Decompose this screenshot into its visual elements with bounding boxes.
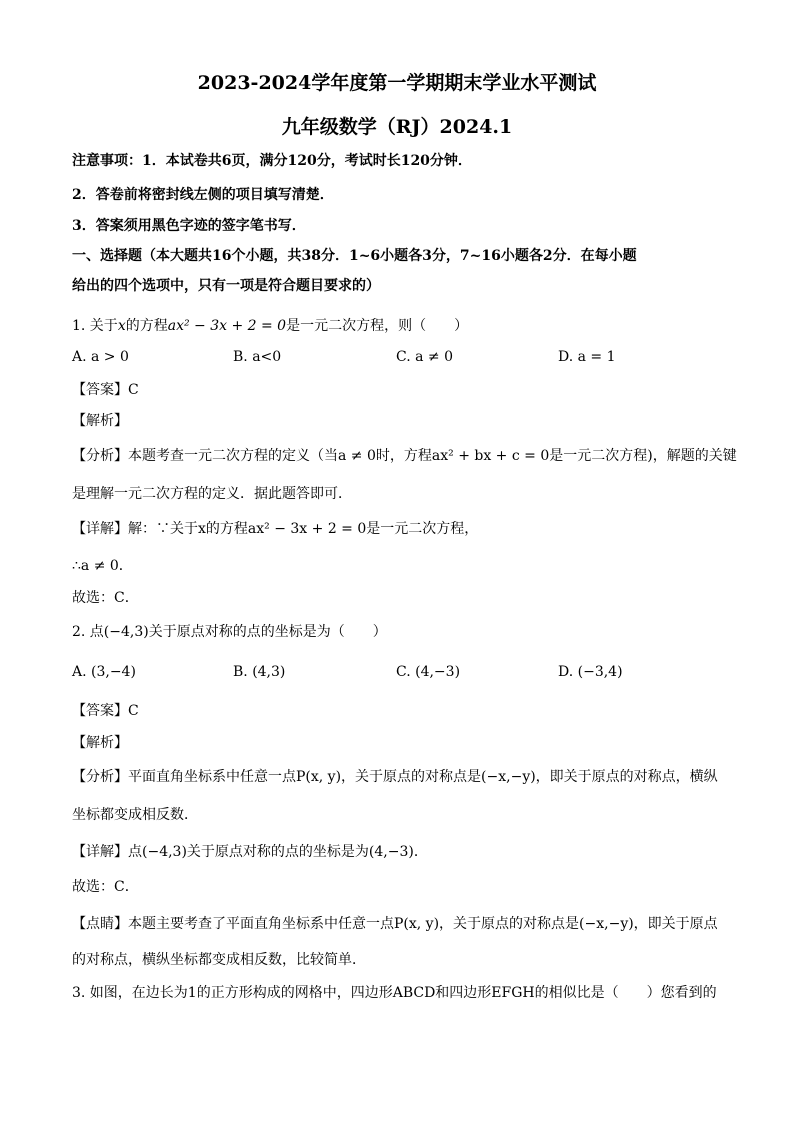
q1-analysis-line-2: 是理解一元二次方程的定义．据此题答即可． <box>72 486 352 502</box>
q2-option-d: D. (−3,4) <box>558 664 623 680</box>
q2-stem: 2. 点(−4,3)关于原点对称的点的坐标是为（ ） <box>72 624 387 640</box>
q2-option-a: A. (3,−4) <box>72 664 136 680</box>
notice-line-2: 2．答卷前将密封线左侧的项目填写清楚． <box>72 187 334 203</box>
q1-detail-line-2: ∴a ≠ 0． <box>72 558 133 574</box>
q1-jiexi-label: 【解析】 <box>72 413 128 429</box>
q1-detail-line-1: 【详解】解：∵关于x的方程ax² − 3x + 2 = 0是一元二次方程， <box>72 521 479 537</box>
q2-note-line-2: 的对称点，横纵坐标都变成相反数，比较简单． <box>72 952 366 968</box>
q3-stem: 3. 如图，在边长为1的正方形构成的网格中，四边形ABCD和四边形EFGH的相似比是（ ）您看到的 <box>72 985 717 1001</box>
q2-analysis-line-1: 【分析】平面直角坐标系中任意一点P(x, y)，关于原点的对称点是(−x,−y)，即关于原点的对称点，横纵 <box>72 769 718 785</box>
notice-line-3: 3．答案须用黑色字迹的签字笔书写． <box>72 218 306 234</box>
q2-analysis-line-2: 坐标都变成相反数． <box>72 807 198 823</box>
q1-stem-part-c: 是一元二次方程，则（ ） <box>286 318 469 334</box>
q1-option-c: C. a ≠ 0 <box>396 349 453 365</box>
q1-answer: 【答案】C <box>72 382 139 398</box>
q1-stem <box>72 316 468 336</box>
q2-choice: 故选：C． <box>72 879 139 895</box>
q2-jiexi-label: 【解析】 <box>72 735 128 751</box>
q1-var-x: x <box>117 318 126 334</box>
q1-stem-part-a: 1. 关于 <box>72 318 118 334</box>
q2-detail: 【详解】点(−4,3)关于原点对称的点的坐标是为(4,−3)． <box>72 844 428 860</box>
q1-equation: ax² − 3x + 2 = 0 <box>167 318 287 334</box>
q1-option-a: A. a > 0 <box>72 349 129 365</box>
q1-analysis-line-1: 【分析】本题考查一元二次方程的定义（当a ≠ 0时，方程ax² + bx + c = 0是一元二次方程)，解题的关键 <box>72 448 737 464</box>
q2-answer: 【答案】C <box>72 703 139 719</box>
q2-note-line-1: 【点睛】本题主要考查了平面直角坐标系中任意一点P(x, y)，关于原点的对称点是(−x,−y)，即关于原点 <box>72 916 718 932</box>
section-heading-line-2: 给出的四个选项中，只有一项是符合题目要求的） <box>72 278 380 294</box>
q1-option-d: D. a = 1 <box>558 349 616 365</box>
q2-option-c: C. (4,−3) <box>396 664 461 680</box>
notice-line-1: 注意事项：1．本试卷共6页，满分120分，考试时长120分钟． <box>72 153 472 169</box>
exam-title: 2023-2024学年度第一学期期末学业水平测试 <box>197 72 597 94</box>
q1-choice: 故选：C． <box>72 590 139 606</box>
section-heading-line-1: 一、选择题（本大题共16个小题，共38分．1~6小题各3分，7~16小题各2分．在每小题 <box>72 248 637 264</box>
q2-option-b: B. (4,3) <box>233 664 286 680</box>
exam-subtitle: 九年级数学（RJ）2024.1 <box>281 116 513 138</box>
q1-option-b: B. a<0 <box>233 349 282 365</box>
q1-stem-part-b: 的方程 <box>125 318 168 334</box>
